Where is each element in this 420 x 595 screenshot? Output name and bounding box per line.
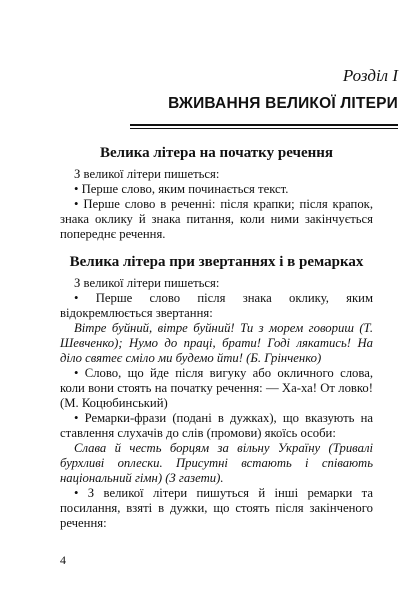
title-rule-thin bbox=[130, 128, 398, 129]
paragraph: • Перше слово в реченні: після крапки; після крапок, знака оклику й знака питання, коли ними закінчується попереднє речення. bbox=[60, 197, 373, 241]
section-heading-sentence-start: Велика літера на початку речення bbox=[100, 145, 333, 161]
example-quote: Вітре буйний, вітре буйний! Ти з морем говориш (Т. Шевченко); Нумо до праці, брати! Годі лякатись! На діло святеє сміло ми будемо йти! (Б. Грінченко) bbox=[60, 321, 373, 365]
paragraph: • Перше слово після знака оклику, яким відокремлюється звертання: bbox=[60, 291, 373, 320]
chapter-title: ВЖИВАННЯ ВЕЛИКОЇ ЛІТЕРИ bbox=[168, 95, 398, 112]
section-label: Розділ І bbox=[342, 66, 398, 85]
example-quote: Слава й честь борцям за вільну Україну (Тривалі бурхливі оплески. Присутні встають і співають національний гімн) (З газети). bbox=[60, 441, 373, 485]
title-rule-thick bbox=[130, 124, 398, 126]
paragraph: • Слово, що йде після вигуку або окличного слова, коли вони стоять на початку речення: — Ха-ха! От ловко! (М. Коцюбинський) bbox=[60, 366, 373, 410]
paragraph: З великої літери пишеться: bbox=[74, 167, 220, 181]
page-body bbox=[60, 144, 373, 531]
section-heading-addresses: Велика літера при звертаннях і в ремарках bbox=[69, 254, 364, 270]
paragraph: З великої літери пишеться: bbox=[74, 276, 220, 290]
paragraph: • Ремарки-фрази (подані в дужках), що вказують на ставлення слухачів до слів (промови) якоїсь особи: bbox=[60, 411, 373, 440]
paragraph: • З великої літери пишуться й інші ремарки та посилання, взяті в дужки, що стоять після закінченого речення: bbox=[60, 486, 373, 530]
paragraph: • Перше слово, яким починається текст. bbox=[74, 182, 289, 196]
page-number: 4 bbox=[60, 553, 66, 567]
